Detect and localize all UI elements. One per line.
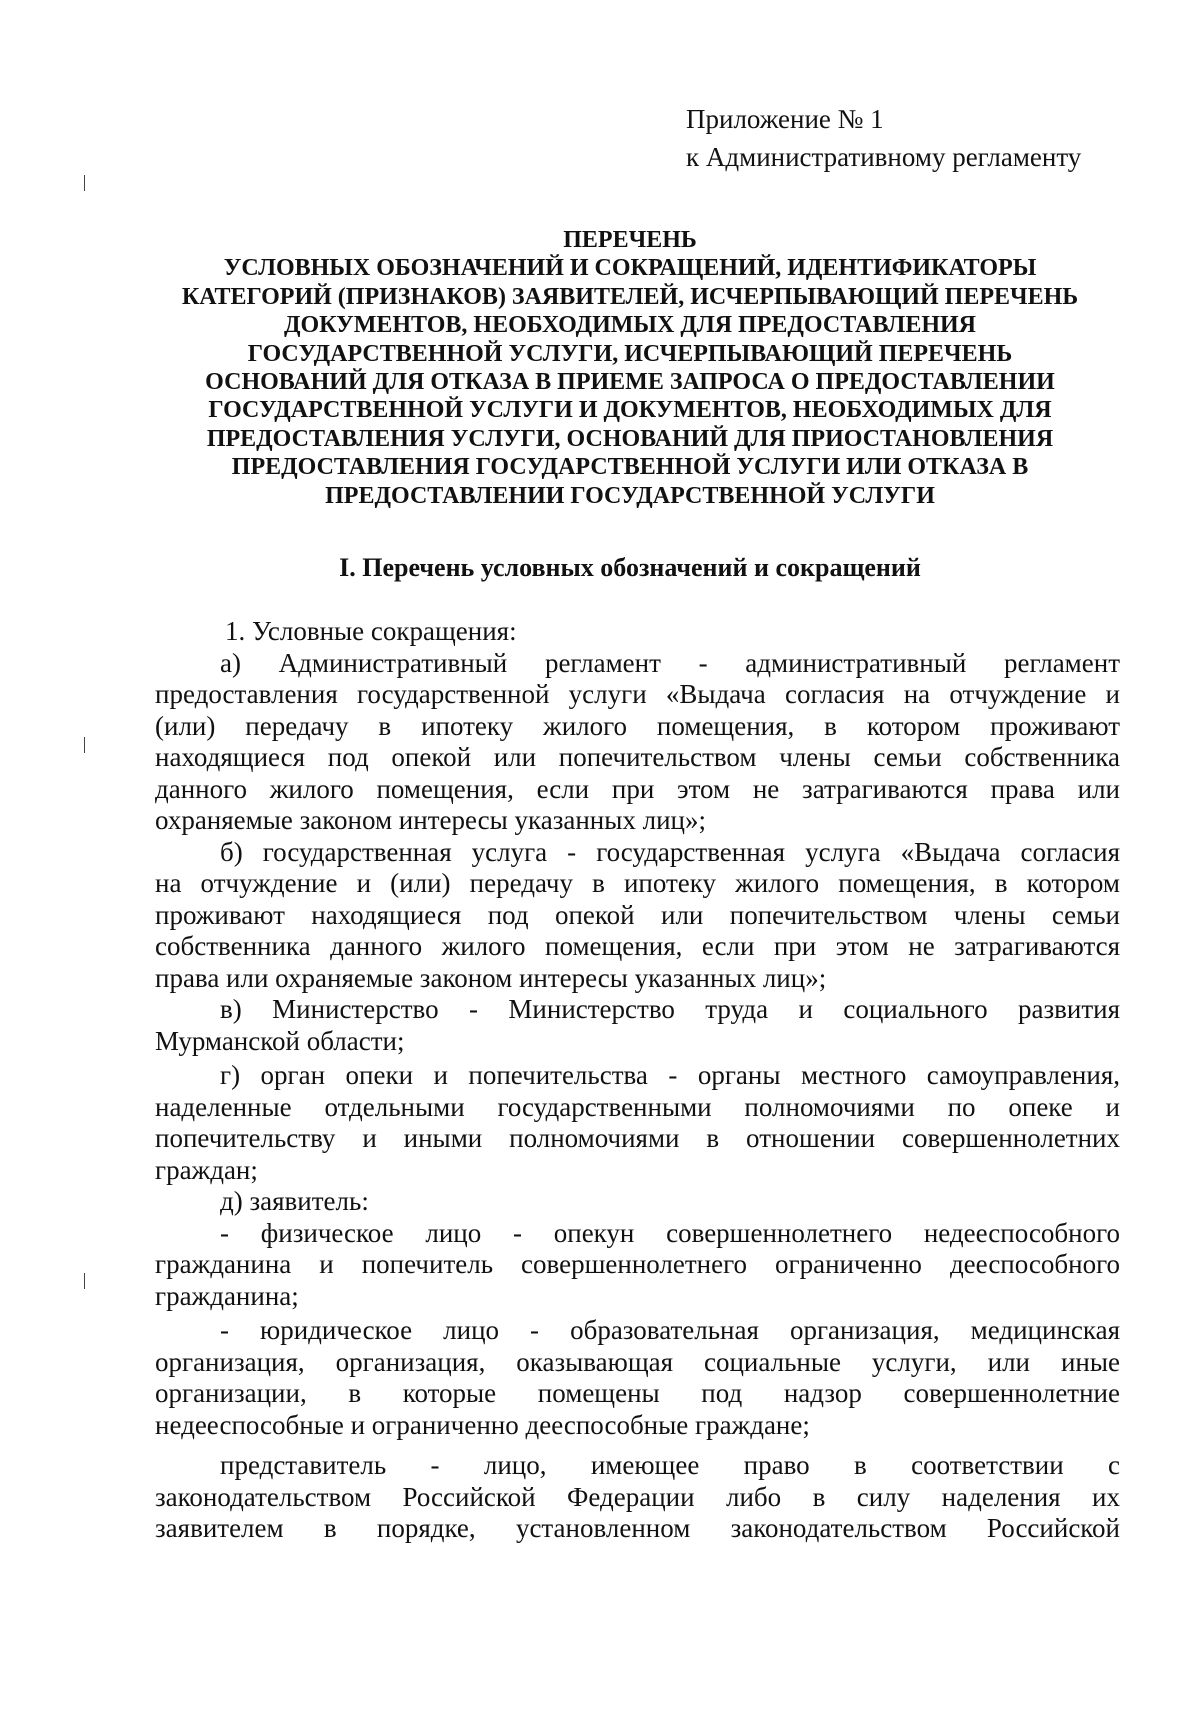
text-line: организации, в которые помещены под надзор совершеннолетние	[155, 1378, 1120, 1408]
text-line: охраняемые законом интересы указанных лиц»;	[155, 805, 707, 835]
title-line: ДОКУМЕНТОВ, НЕОБХОДИМЫХ ДЛЯ ПРЕДОСТАВЛЕНИЯ	[283, 312, 976, 339]
text-line: попечительству и иными полномочиями в отношении совершеннолетних	[155, 1123, 1120, 1153]
text-line: б) государственная услуга - государственная услуга «Выдача согласия	[220, 836, 1120, 867]
annex-regulation-ref: к Административному регламенту	[686, 142, 1082, 172]
text-line: в) Министерство - Министерство труда и социального развития	[220, 994, 1120, 1024]
text-line: - физическое лицо - опекун совершеннолетнего недееспособного	[220, 1217, 1120, 1248]
paragraph-b	[155, 837, 1120, 995]
annex-number: Приложение № 1	[686, 104, 884, 134]
title-line: УСЛОВНЫХ ОБОЗНАЧЕНИЙ И СОКРАЩЕНИЙ, ИДЕНТИФИКАТОРЫ	[223, 255, 1037, 282]
text-line: недееспособные и ограниченно дееспособные граждане;	[155, 1409, 810, 1440]
title-line: КАТЕГОРИЙ (ПРИЗНАКОВ) ЗАЯВИТЕЛЕЙ, ИСЧЕРПЫВАЮЩИЙ ПЕРЕЧЕНЬ	[181, 283, 1079, 310]
text-line: Мурманской области;	[155, 1025, 405, 1056]
title-line: ОСНОВАНИЙ ДЛЯ ОТКАЗА В ПРИЕМЕ ЗАПРОСА О ПРЕДОСТАВЛЕНИИ	[205, 369, 1055, 396]
paragraph-d-legal-entity	[155, 1315, 1120, 1441]
text-line: - юридическое лицо - образовательная организация, медицинская	[220, 1315, 1120, 1345]
text-line: заявителем в порядке, установленном законодательством Российской	[155, 1513, 1120, 1543]
text-line: представитель - лицо, имеющее право в соответствии с	[220, 1450, 1120, 1480]
title-line: ГОСУДАРСТВЕННОЙ УСЛУГИ И ДОКУМЕНТОВ, НЕОБХОДИМЫХ ДЛЯ	[208, 397, 1052, 424]
document-body	[155, 616, 1120, 1545]
item-heading: 1. Условные сокращения:	[225, 616, 517, 646]
document-title	[150, 226, 1110, 510]
text-line: а) Административный регламент - административный регламент	[220, 647, 1120, 678]
text-line: проживают находящиеся под опекой или попечительством члены семьи	[155, 899, 1120, 930]
paragraph-g	[155, 1060, 1120, 1186]
paragraph-representative	[155, 1450, 1120, 1545]
text-line: права или охраняемые законом интересы указанных лиц»;	[155, 962, 827, 993]
title-line: ГОСУДАРСТВЕННОЙ УСЛУГИ, ИСЧЕРПЫВАЮЩИЙ ПЕРЕЧЕНЬ	[247, 340, 1013, 367]
paragraph-v	[155, 994, 1120, 1057]
text-line: данного жилого помещения, если при этом не затрагиваются права или	[155, 773, 1120, 804]
text-line: наделенные отдельными государственными полномочиями по опеке и	[155, 1091, 1120, 1122]
section-heading: I. Перечень условных обозначений и сокращений	[339, 553, 921, 582]
annex-reference	[686, 100, 1081, 176]
title-line: ПЕРЕЧЕНЬ	[563, 227, 697, 253]
scan-margin-mark	[84, 1273, 85, 1289]
title-line: ПРЕДОСТАВЛЕНИЯ УСЛУГИ, ОСНОВАНИЙ ДЛЯ ПРИОСТАНОВЛЕНИЯ	[206, 425, 1054, 452]
paragraph-d-individual	[155, 1218, 1120, 1313]
text-line: организация, организация, оказывающая социальные услуги, или иные	[155, 1346, 1120, 1377]
text-line: собственника данного жилого помещения, если при этом не затрагиваются	[155, 931, 1120, 961]
text-line: гражданина;	[155, 1280, 299, 1311]
text-line: предоставления государственной услуги «Выдача согласия на отчуждение и	[155, 679, 1120, 709]
title-line: ПРЕДОСТАВЛЕНИЯ ГОСУДАРСТВЕННОЙ УСЛУГИ ИЛИ ОТКАЗА В	[231, 454, 1029, 481]
text-line: гражданина и попечитель совершеннолетнего ограниченно дееспособного	[155, 1249, 1120, 1279]
scan-margin-mark	[84, 175, 85, 191]
text-line: (или) передачу в ипотеку жилого помещения, в котором проживают	[155, 710, 1120, 741]
text-line: находящиеся под опекой или попечительством члены семьи собственника	[155, 742, 1120, 772]
text-line: законодательством Российской Федерации либо в силу наделения их	[155, 1481, 1120, 1512]
text-line: граждан;	[155, 1154, 258, 1185]
paragraph-d-heading: д) заявитель:	[220, 1186, 369, 1216]
title-line: ПРЕДОСТАВЛЕНИИ ГОСУДАРСТВЕННОЙ УСЛУГИ	[325, 482, 935, 509]
paragraph-a	[155, 648, 1120, 837]
text-line: г) орган опеки и попечительства - органы местного самоуправления,	[220, 1060, 1120, 1090]
scan-margin-mark	[84, 737, 85, 753]
text-line: на отчуждение и (или) передачу в ипотеку жилого помещения, в котором	[155, 868, 1120, 898]
